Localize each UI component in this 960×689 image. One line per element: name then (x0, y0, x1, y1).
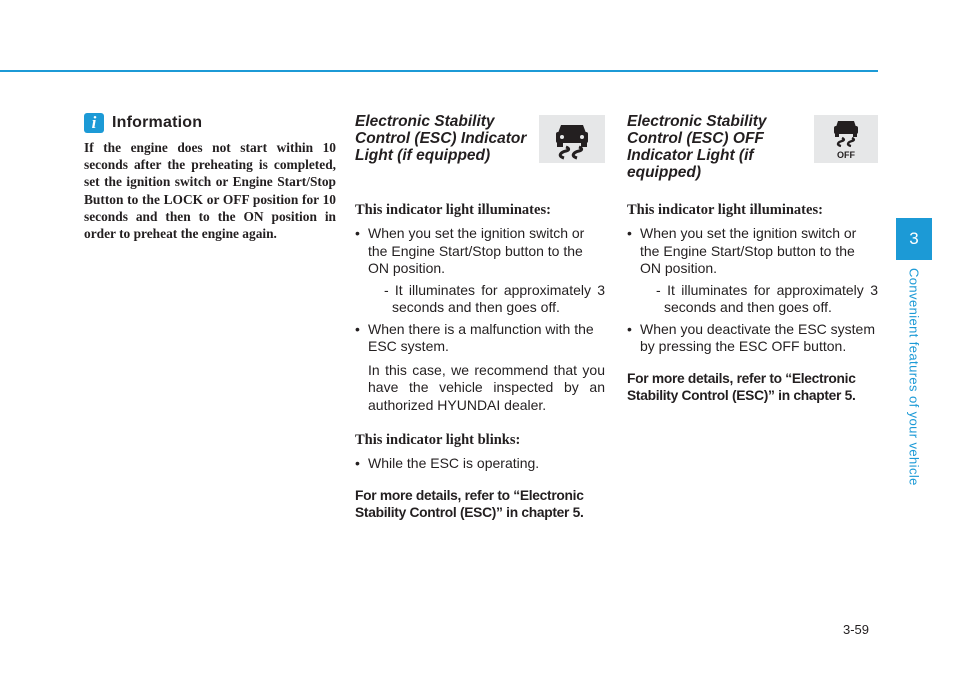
info-icon: i (84, 113, 104, 133)
esc-off-illuminates-heading: This indicator light illuminates: (627, 202, 823, 218)
information-header (84, 113, 336, 133)
chapter-title: Convenient features of your vehicle (906, 268, 922, 486)
esc-indicator-icon (539, 115, 605, 163)
information-box (84, 113, 336, 242)
esc-illuminates-heading: This indicator light illuminates: (355, 202, 551, 218)
list-item: • When you set the ignition switch or the Engine Start/Stop button to the ON position. (355, 225, 585, 276)
esc-reference: For more details, refer to “Electronic Stability Control (ESC)” in chapter 5. (355, 487, 584, 520)
esc-section (355, 113, 605, 522)
esc-title: Electronic Stability Control (ESC) Indicator Light (if equipped) (355, 113, 527, 164)
sub-item: - It illuminates for approximately 3 seconds and then goes off. (384, 281, 605, 315)
sub-item: - It illuminates for approximately 3 seconds and then goes off. (656, 281, 878, 315)
header-rule (0, 70, 878, 72)
paragraph: In this case, we recommend that you have the vehicle inspected by an authorized HYUNDAI dealer. (368, 361, 605, 413)
esc-header (355, 113, 605, 193)
page-number: 3-59 (843, 622, 870, 637)
information-title: Information (112, 114, 203, 131)
esc-off-header (627, 113, 878, 193)
esc-off-indicator-icon (814, 115, 878, 163)
off-label: OFF (837, 150, 855, 160)
esc-blinks-heading: This indicator light blinks: (355, 432, 521, 448)
esc-off-reference: For more details, refer to “Electronic Stability Control (ESC)” in chapter 5. (627, 370, 856, 403)
information-body: If the engine does not start within 10 seconds after the preheating is completed, set the ignition switch or Engine Start/Stop Button to the LOCK or OFF position for 10 seconds and then to the ON position in order to preheat the engine again. (84, 140, 336, 242)
list-item: • While the ESC is operating. (355, 455, 540, 471)
list-item: • When you set the ignition switch or the Engine Start/Stop button to the ON position. (627, 225, 857, 276)
esc-off-title: Electronic Stability Control (ESC) OFF Indicator Light (if equipped) (627, 113, 767, 181)
list-item: • When there is a malfunction with the ESC system. (355, 320, 594, 354)
chapter-tab: 3 (896, 218, 932, 260)
list-item: • When you deactivate the ESC system by pressing the ESC OFF button. (627, 320, 875, 354)
esc-off-section (627, 113, 878, 405)
